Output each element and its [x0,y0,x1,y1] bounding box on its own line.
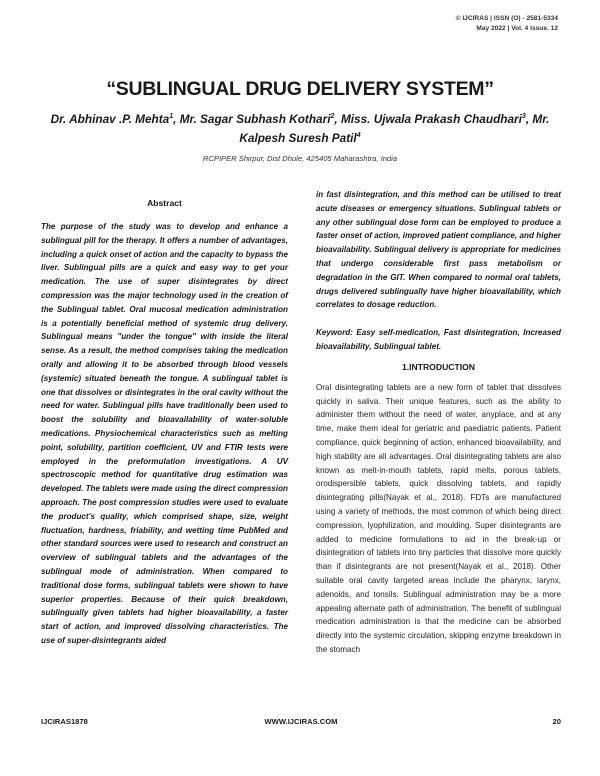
footer-paper-id: IJCIRAS1878 [41,717,88,726]
abstract-continuation: in fast disintegration, and this method can be utilised to treat acute diseases or emergency situations. Sublingual tablets or any other sublingual dose form can be employed to produce a faster onset of action, improved patient compliance, and higher bioavailability. Sublingual delivery is appropriate for medicines that undergo considerable first pass metabolism or degradation in the GIT. When compared to normal oral tablets, drugs delivered sublingually have higher bioavailability, which correlates to dosage reduction. [316,190,561,310]
footer-page-number: 20 [552,717,561,726]
author-affiliation-mark: 3 [521,113,526,121]
author-name: Mr. Sagar Subhash Kothari [179,112,331,126]
introduction-text: Oral disintegrating tablets are a new form of tablet that dissolves quickly in saliva. Their unique features, such as the ability to administer them without the need of water, anyplace, and at any time, make them ideal for geriatric and paediatric patients. Patient compliance, quick beginning of action, enhanced bioavailability, and high stability are all advantages. Oral disintegrating tablets are also known as melt-in-mouth tablets, rapid melts, porous tablets, orodispersible tablets, quick dissolving tablets, and rapidly disintegrating pills(Nayak et al., 2018). FDTs are manufactured using a variety of methods, the most common of which being direct compression, lyophilization, and moulding. Super disintegrants are added to medicine formulations to aid in the break-up or disintegration of tablets into tiny particles that dissolve more quickly than if disintegrants are not present(Nayak et al., 2018). Other suitable oral cavity targeted areas include the pharynx, larynx, adenoids, and tonsils. Sublingual administration may be a more appealing alternate path of administration. The benefit of sublingual medication administration is that the medicine can be absorbed directly into the systemic circulation, skipping enzyme breakdown in the stomach [316,382,561,654]
author-name: Kalpesh Suresh Patil [239,131,357,145]
paper-title: “SUBLINGUAL DRUG DELIVERY SYSTEM” [106,78,494,100]
abstract-text: The purpose of the study was to develop and enhance a sublingual pill for the therapy. It offers a number of advantages, including a quick onset of action and the capacity to bypass the liver. Sublingual pills are a quick and easy way to get your medication. The use of super disintegrates by direct compression was the major technology used in the creation of the Sublingual tablet. Oral mucosal medication administration is a potentially beneficial method of systemic drug delivery. Sublingual means "under the tongue" with inside the literal sense. As a result, the method comprises taking the medication orally and allowing it to be absorbed through blood vessels (systemic) situated beneath the tongue. A sublingual tablet is one that dissolves or disintegrates in the oral cavity without the need for water. Sublingual pills have traditionally been used to boost the solubility and bioavailability of water-soluble medications. Physiochemical characteristics such as melting point, solubility, partition coefficient, UV and FTIR tests were employed in the preformulation investigations. A UV spectroscopic method for quantitative drug estimation was developed. The tablets were made using the direct compression approach. The post compression studies were used to evaluate the product's quality, which comprised shape, size, weight fluctuation, hardness, friability, and wetting time PubMed and other standard sources were used to research and construct an overview of sublingual tablets and the advantages of the sublingual mode of administration. When compared to traditional dose forms, sublingual tablets were shown to have superior properties. Because of their quick breakdown, sublingually given tablets had higher bioavailability, a faster start of action, and improved dissolving characteristics. The use of super-disintegrants aided [41,222,288,645]
author-affiliation-mark: 1 [169,113,174,121]
author-name: Miss. Ujwala Prakash Chaudhari [340,112,522,126]
author-separator: , [334,112,341,126]
right-column [316,188,561,657]
journal-issue: May 2022 | Vol. 4 Issue. 12 [476,25,558,32]
footer-website: WWW.IJCIRAS.COM [264,717,338,726]
author-affiliation-mark: 4 [356,132,361,140]
journal-issn: © IJCIRAS | ISSN (O) - 2581-5334 [455,15,558,22]
abstract-heading: Abstract [147,198,182,208]
affiliation: RCPIPER Shirpur, Dist Dhule, 425405 Maharashtra, India [202,154,398,163]
left-column [41,170,288,648]
author-separator: , [173,112,180,126]
keywords: Keyword: Easy self-medication, Fast disintegration, Increased bioavailability, Sublingual tablet. [316,328,561,351]
author-separator: , Mr. [525,112,550,126]
author-list [40,110,560,148]
journal-info [456,14,558,34]
author-affiliation-mark: 2 [330,113,335,121]
author-name: Dr. Abhinav .P. Mehta [50,112,170,126]
introduction-heading: 1.INTRODUCTION [401,361,476,372]
page-footer [41,717,561,729]
